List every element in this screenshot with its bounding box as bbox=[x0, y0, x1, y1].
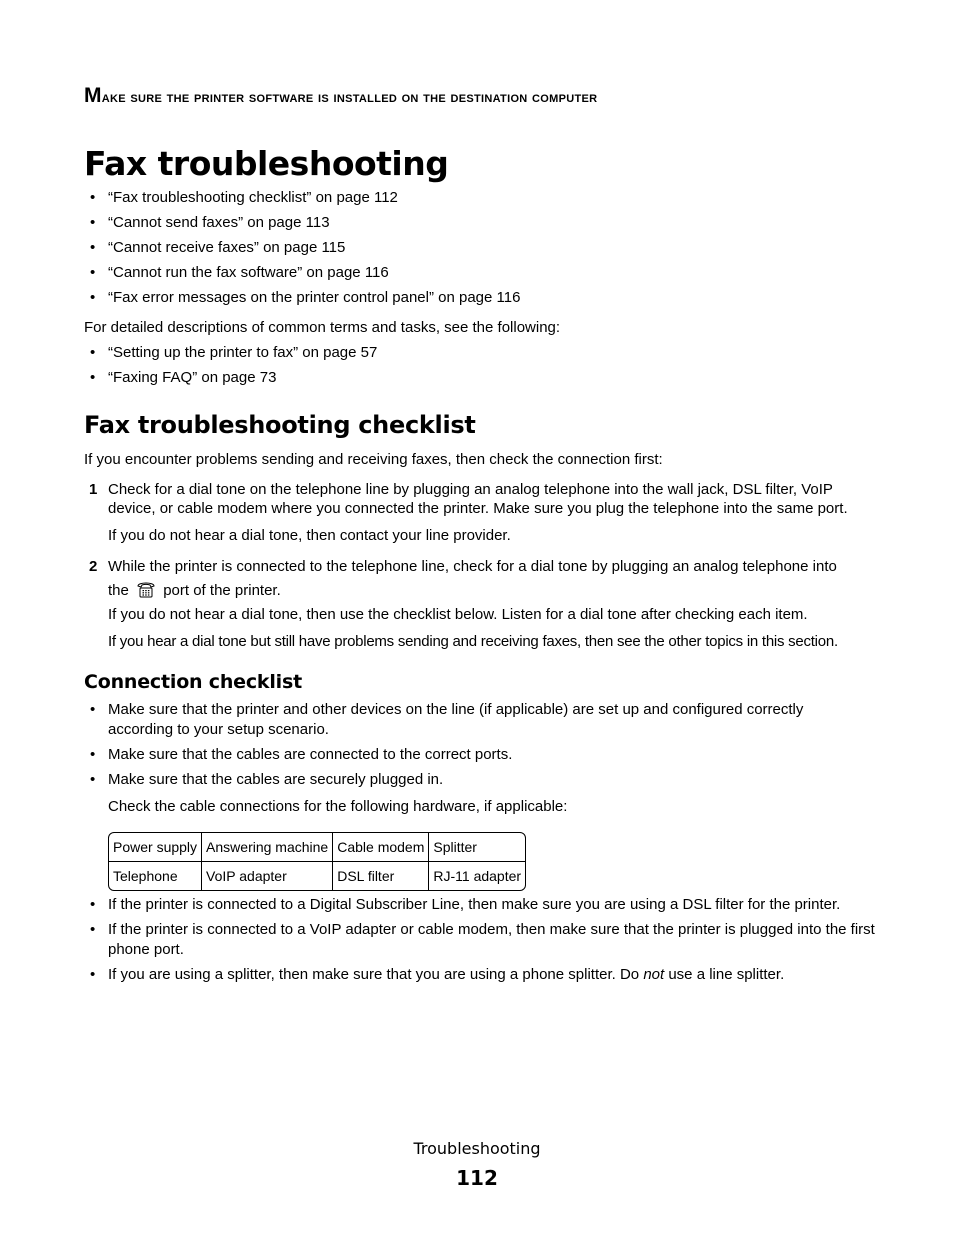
step-number: 1 bbox=[89, 481, 98, 498]
bullet-icon: • bbox=[90, 289, 96, 306]
connection-checklist-heading: Connection checklist bbox=[84, 671, 302, 693]
step-text: Check for a dial tone on the telephone line by plugging an analog telephone into the wall jack, DSL filter, VoIP bbox=[108, 481, 833, 498]
bullet-icon: • bbox=[90, 189, 96, 206]
table-cell: RJ-11 adapter bbox=[433, 868, 522, 884]
checklist-heading: Fax troubleshooting checklist bbox=[84, 411, 476, 439]
emphasis-not: not bbox=[643, 966, 665, 983]
bullet-icon: • bbox=[90, 701, 96, 718]
bullet-icon: • bbox=[90, 264, 96, 281]
step-text: device, or cable modem where you connected the printer. Make sure you plug the telephone into the same port. bbox=[108, 500, 848, 517]
step-note: If you do not hear a dial tone, then use the checklist below. Listen for a dial tone after checking each item. bbox=[108, 606, 808, 623]
bullet-icon: • bbox=[90, 746, 96, 763]
table-cell: Answering machine bbox=[202, 833, 333, 862]
splitter-text-after: use a line splitter. bbox=[664, 966, 785, 983]
bullet-icon: • bbox=[90, 369, 96, 386]
checklist-item: If the printer is connected to a Digital Subscriber Line, then make sure you are using a DSL filter for the printer. bbox=[108, 896, 841, 913]
detailed-intro: For detailed descriptions of common terms and tasks, see the following: bbox=[84, 319, 561, 336]
hardware-table bbox=[108, 832, 526, 891]
phone-port-icon bbox=[135, 579, 157, 599]
bullet-icon: • bbox=[90, 966, 96, 983]
step-text: While the printer is connected to the telephone line, check for a dial tone by plugging an analog telephone into bbox=[108, 558, 837, 575]
subheading-rest: ake sure the printer software is installed on the destination computer bbox=[101, 89, 598, 106]
step-text-after-icon: port of the printer. bbox=[163, 582, 281, 599]
table-row bbox=[109, 862, 525, 890]
checklist-item: Make sure that the cables are securely plugged in. bbox=[108, 771, 444, 788]
topic-link[interactable]: “Cannot receive faxes” on page 115 bbox=[108, 239, 346, 256]
topic-link[interactable]: “Fax error messages on the printer control panel” on page 116 bbox=[108, 289, 521, 306]
bullet-icon: • bbox=[90, 214, 96, 231]
step-number: 2 bbox=[89, 558, 98, 575]
section-subheading bbox=[84, 84, 597, 108]
footer-section-name: Troubleshooting bbox=[413, 1139, 541, 1158]
topic-link[interactable]: “Fax troubleshooting checklist” on page 112 bbox=[108, 189, 398, 206]
table-cell: Cable modem bbox=[333, 833, 429, 862]
table-cell: DSL filter bbox=[333, 862, 429, 890]
table-row bbox=[109, 833, 525, 862]
checklist-item-splitter bbox=[108, 965, 784, 985]
hardware-intro: Check the cable connections for the following hardware, if applicable: bbox=[108, 798, 568, 815]
table-cell: Splitter bbox=[429, 833, 525, 862]
table-cell: Power supply bbox=[109, 833, 202, 862]
table-cell: VoIP adapter bbox=[202, 862, 333, 890]
page-title: Fax troubleshooting bbox=[84, 144, 449, 183]
topic-link[interactable]: “Cannot run the fax software” on page 116 bbox=[108, 264, 389, 281]
checklist-item: Make sure that the cables are connected to the correct ports. bbox=[108, 746, 513, 763]
step-note: If you do not hear a dial tone, then contact your line provider. bbox=[108, 527, 511, 544]
footer-page-number: 112 bbox=[456, 1166, 498, 1190]
subheading-initial: M bbox=[84, 84, 102, 107]
bullet-icon: • bbox=[90, 921, 96, 938]
checklist-item: If the printer is connected to a VoIP adapter or cable modem, then make sure that the printer is plugged into the first phone port. bbox=[108, 921, 875, 958]
related-link[interactable]: “Faxing FAQ” on page 73 bbox=[108, 369, 277, 386]
bullet-icon: • bbox=[90, 771, 96, 788]
splitter-text-before: If you are using a splitter, then make sure that you are using a phone splitter. Do bbox=[108, 966, 644, 983]
bullet-icon: • bbox=[90, 239, 96, 256]
bullet-icon: • bbox=[90, 344, 96, 361]
bullet-icon: • bbox=[90, 896, 96, 913]
topic-link[interactable]: “Cannot send faxes” on page 113 bbox=[108, 214, 330, 231]
checklist-intro: If you encounter problems sending and receiving faxes, then check the connection first: bbox=[84, 451, 663, 468]
table-cell: Telephone bbox=[109, 862, 202, 890]
checklist-item: Make sure that the printer and other devices on the line (if applicable) are set up and configured correctly according to your setup scenario. bbox=[108, 701, 804, 738]
step-text-before-icon: the bbox=[108, 582, 129, 599]
step-note: If you hear a dial tone but still have problems sending and receiving faxes, then see the other topics in this section. bbox=[108, 633, 838, 650]
step-text-with-icon bbox=[108, 579, 281, 601]
related-link[interactable]: “Setting up the printer to fax” on page 57 bbox=[108, 344, 378, 361]
